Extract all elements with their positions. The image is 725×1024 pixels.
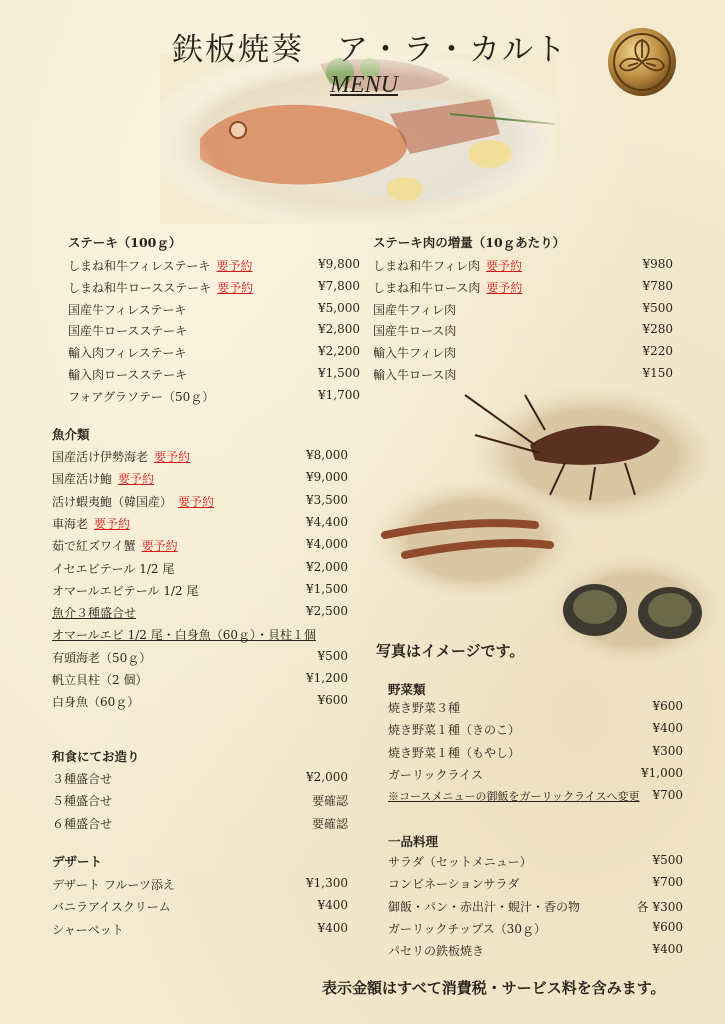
menu-item bbox=[68, 388, 360, 406]
alacarte-heading: 一品料理 bbox=[388, 834, 439, 849]
item-price: ¥8,000 bbox=[306, 448, 348, 462]
item-price: ¥7,800 bbox=[318, 278, 360, 293]
item-price: ¥5,000 bbox=[318, 300, 360, 315]
menu-item bbox=[388, 853, 683, 871]
item-name: バニラアイスクリーム bbox=[52, 900, 171, 915]
reservation-required-badge: 要予約 bbox=[486, 259, 523, 273]
menu-item bbox=[388, 699, 683, 717]
reservation-required-badge: 要予約 bbox=[154, 450, 191, 464]
item-name: シャーベット bbox=[52, 922, 124, 937]
item-name: 輸入肉ロースステーキ bbox=[68, 368, 188, 382]
item-price: ¥700 bbox=[652, 875, 683, 890]
item-name: ガーリックチップス（30ｇ） bbox=[388, 921, 546, 936]
item-name: 輸入牛フィレ肉 bbox=[373, 346, 457, 361]
item-price: ¥500 bbox=[317, 648, 348, 663]
menu-item bbox=[68, 322, 360, 340]
menu-item bbox=[388, 898, 683, 916]
item-name: 茹で紅ズワイ蟹 要予約 bbox=[52, 539, 178, 554]
menu-item bbox=[52, 876, 348, 894]
menu-item bbox=[52, 515, 348, 533]
menu-item bbox=[68, 344, 360, 362]
item-name: 有頭海老（50ｇ） bbox=[52, 650, 152, 665]
item-name: 国産活け鮑 要予約 bbox=[52, 472, 155, 487]
menu-item bbox=[388, 744, 683, 762]
item-name: 国産活け伊勢海老 要予約 bbox=[52, 450, 191, 464]
item-price: ¥4,000 bbox=[306, 537, 348, 552]
item-price: ¥1,700 bbox=[318, 387, 360, 402]
extra-meat-heading: ステーキ肉の増量（10ｇあたり） bbox=[373, 235, 566, 250]
menu-item bbox=[52, 448, 348, 466]
item-name: ※コースメニューの御飯をガーリックライスへ変更 bbox=[388, 790, 640, 804]
reservation-required-badge: 要予約 bbox=[486, 280, 523, 295]
item-name: 国産牛フィレステーキ bbox=[68, 302, 187, 317]
item-name: オマールエビ 1/2 尾・白身魚（60ｇ）・貝柱１個 bbox=[52, 628, 316, 643]
menu-item bbox=[52, 604, 348, 622]
item-name: しまね和牛ロース肉 要予約 bbox=[373, 280, 523, 295]
item-price: ¥1,000 bbox=[641, 765, 683, 780]
menu-item bbox=[52, 671, 348, 689]
menu-item bbox=[373, 301, 673, 319]
item-name: 帆立貝柱（2 個） bbox=[52, 673, 148, 687]
tax-service-note: 表示金額はすべて消費税・サービス料を含みます。 bbox=[322, 979, 666, 997]
menu-item bbox=[52, 560, 348, 578]
item-price: ¥500 bbox=[652, 853, 683, 867]
item-price: ¥2,800 bbox=[318, 322, 360, 337]
item-name: ６種盛合せ bbox=[52, 816, 113, 831]
item-price: ¥600 bbox=[317, 693, 348, 708]
item-price: ¥600 bbox=[652, 919, 683, 934]
menu-heading: MENU bbox=[330, 72, 398, 98]
item-name: 国産牛フィレ肉 bbox=[373, 302, 457, 317]
menu-item bbox=[52, 582, 348, 600]
menu-item bbox=[68, 366, 360, 384]
item-name: しまね和牛ロースステーキ 要予約 bbox=[68, 280, 254, 295]
item-price: ¥400 bbox=[652, 942, 683, 957]
item-name: 輸入肉フィレステーキ bbox=[68, 346, 187, 361]
item-name: 国産牛ロース肉 bbox=[373, 324, 457, 339]
menu-item bbox=[68, 257, 360, 275]
item-price: ¥2,200 bbox=[318, 344, 360, 359]
item-price: ¥1,300 bbox=[306, 876, 348, 890]
item-price: ¥4,400 bbox=[306, 514, 348, 529]
menu-item bbox=[388, 788, 683, 806]
menu-item bbox=[373, 344, 673, 362]
item-price: ¥400 bbox=[652, 721, 683, 736]
item-price: ¥9,800 bbox=[318, 257, 360, 271]
menu-item bbox=[388, 875, 683, 893]
item-price: ¥780 bbox=[642, 278, 673, 293]
item-name: オマールエビテール 1/2 尾 bbox=[52, 583, 199, 598]
reservation-required-badge: 要予約 bbox=[94, 516, 131, 531]
item-price: ¥600 bbox=[652, 699, 683, 713]
item-price: ¥400 bbox=[317, 898, 348, 913]
item-price: ¥1,500 bbox=[306, 581, 348, 596]
item-name: イセエビテール 1/2 尾 bbox=[52, 561, 175, 576]
hollyhock-crest-icon bbox=[606, 26, 678, 98]
seafood-heading: 魚介類 bbox=[52, 427, 90, 442]
menu-item bbox=[52, 815, 348, 833]
item-price: ¥2,000 bbox=[306, 770, 348, 784]
item-name: ５種盛合せ bbox=[52, 794, 113, 809]
item-name: 活け蝦夷鮑（韓国産） 要予約 bbox=[52, 494, 215, 509]
item-name: 輸入牛ロース肉 bbox=[373, 368, 457, 382]
item-price: ¥700 bbox=[652, 788, 683, 803]
menu-item bbox=[52, 626, 348, 644]
item-price: ¥980 bbox=[642, 257, 673, 271]
menu-item bbox=[52, 649, 348, 667]
reservation-required-badge: 要予約 bbox=[178, 494, 215, 509]
reservation-required-badge: 要予約 bbox=[118, 472, 155, 487]
item-name: サラダ（セットメニュー） bbox=[388, 855, 532, 869]
vegetables-heading: 野菜類 bbox=[388, 682, 426, 697]
menu-item bbox=[68, 279, 360, 297]
item-price: ¥2,000 bbox=[306, 559, 348, 574]
item-name: コンビネーションサラダ bbox=[388, 877, 520, 892]
menu-item bbox=[52, 792, 348, 810]
menu-item bbox=[373, 322, 673, 340]
reservation-required-badge: 要予約 bbox=[217, 280, 254, 295]
item-price: 要確認 bbox=[311, 816, 348, 831]
reservation-required-badge: 要予約 bbox=[216, 259, 253, 273]
item-price: ¥220 bbox=[642, 344, 673, 359]
menu-item bbox=[52, 470, 348, 488]
item-name: デザート フルーツ添え bbox=[52, 878, 175, 892]
steak-heading: ステーキ（100ｇ） bbox=[68, 235, 182, 250]
menu-item bbox=[373, 279, 673, 297]
menu-item bbox=[388, 920, 683, 938]
item-price: ¥2,500 bbox=[306, 604, 348, 619]
item-price: ¥300 bbox=[652, 743, 683, 758]
photo-disclaimer: 写真はイメージです。 bbox=[376, 642, 525, 660]
item-name: 焼き野菜１種（もやし） bbox=[388, 745, 521, 760]
item-name: しまね和牛フィレステーキ 要予約 bbox=[68, 259, 253, 273]
menu-item bbox=[52, 898, 348, 916]
item-name: 魚介３種盛合せ bbox=[52, 606, 137, 621]
item-price: ¥500 bbox=[642, 300, 673, 315]
item-price: ¥1,500 bbox=[318, 366, 360, 380]
item-price: 各 ¥300 bbox=[636, 899, 683, 914]
item-name: 焼き野菜３種 bbox=[388, 701, 461, 715]
sashimi-heading: 和食にてお造り bbox=[52, 749, 140, 764]
menu-item bbox=[52, 693, 348, 711]
item-name: ガーリックライス bbox=[388, 767, 484, 782]
item-name: パセリの鉄板焼き bbox=[388, 944, 485, 959]
item-name: フォアグラソテー（50ｇ） bbox=[68, 389, 215, 404]
dessert-heading: デザート bbox=[52, 854, 103, 869]
reservation-required-badge: 要予約 bbox=[141, 539, 178, 554]
item-name: ３種盛合せ bbox=[52, 772, 113, 786]
item-price: ¥9,000 bbox=[306, 470, 348, 485]
item-name: 焼き野菜１種（きのこ） bbox=[388, 723, 521, 738]
item-name: 車海老 要予約 bbox=[52, 516, 131, 531]
item-price: ¥280 bbox=[642, 322, 673, 337]
item-name: 御飯・パン・赤出汁・蜆汁・香の物 bbox=[388, 899, 581, 914]
menu-item bbox=[68, 301, 360, 319]
item-name: しまね和牛フィレ肉 要予約 bbox=[373, 259, 523, 273]
menu-item bbox=[52, 493, 348, 511]
item-price: ¥150 bbox=[642, 366, 673, 380]
item-name: 白身魚（60ｇ） bbox=[52, 695, 140, 710]
item-price: ¥1,200 bbox=[306, 671, 348, 685]
seafood-photos bbox=[365, 375, 725, 675]
menu-item bbox=[388, 942, 683, 960]
item-price: ¥3,500 bbox=[306, 492, 348, 507]
page-title: 鉄板焼葵 ア・ラ・カルト bbox=[172, 32, 568, 68]
menu-item bbox=[52, 537, 348, 555]
menu-item bbox=[52, 770, 348, 788]
menu-item bbox=[52, 921, 348, 939]
menu-item bbox=[373, 257, 673, 275]
item-name: 国産牛ロースステーキ bbox=[68, 324, 188, 339]
item-price: ¥400 bbox=[317, 920, 348, 935]
item-price: 要確認 bbox=[311, 794, 348, 809]
menu-item bbox=[388, 766, 683, 784]
menu-item bbox=[388, 721, 683, 739]
